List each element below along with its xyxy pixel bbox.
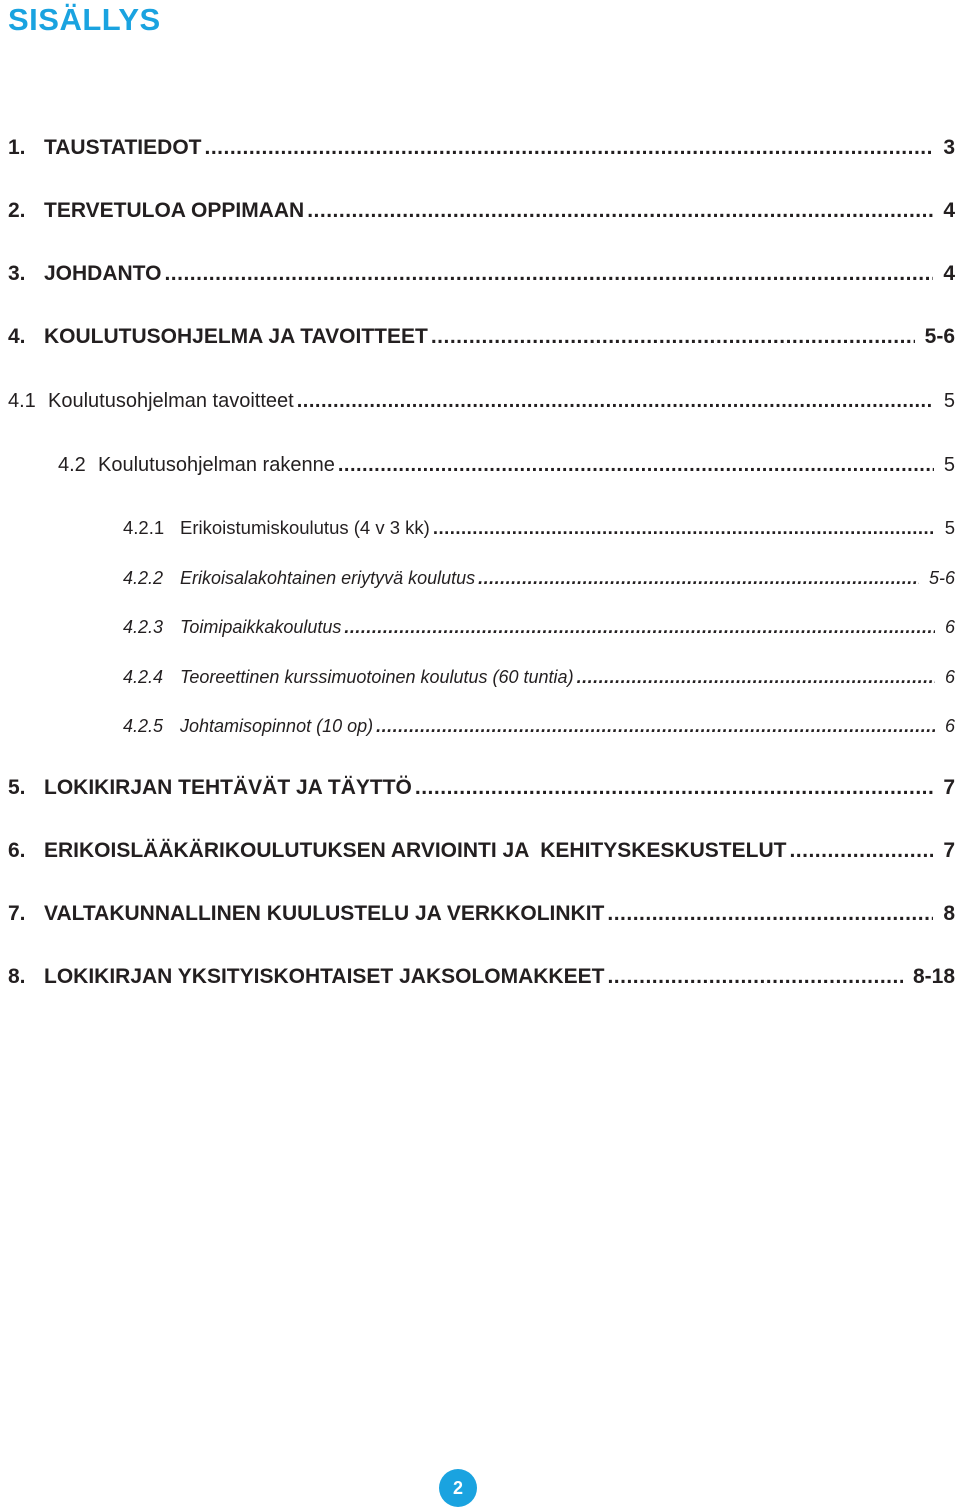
toc-entry-page: 8-18 xyxy=(912,965,955,988)
toc-leader-dots xyxy=(431,323,915,351)
toc-entry-page: 5-6 xyxy=(924,325,955,348)
toc-leader-dots xyxy=(433,514,935,542)
toc-entry-label: Johtamisopinnot (10 op) xyxy=(180,716,374,736)
toc-leader-dots xyxy=(344,613,935,641)
toc-entry xyxy=(8,260,955,288)
toc-entry-label: LOKIKIRJAN YKSITYISKOHTAISET JAKSOLOMAKKEET xyxy=(44,965,605,988)
toc-entry-number: 4.2.5 xyxy=(123,716,164,736)
toc-entry-number: 5. xyxy=(8,776,26,799)
toc-entry xyxy=(8,900,955,928)
toc-leader-dots xyxy=(415,774,933,802)
toc-entry-number: 4.2.3 xyxy=(123,617,164,637)
toc-entry xyxy=(8,197,955,225)
toc-entry-page: 5 xyxy=(944,517,955,538)
toc-entry-label: Toimipaikkakoulutus xyxy=(180,617,342,637)
toc-entry xyxy=(8,387,955,415)
toc-entry-label: VALTAKUNNALLINEN KUULUSTELU JA VERKKOLINKIT xyxy=(44,902,605,925)
toc-entry-label: JOHDANTO xyxy=(44,262,162,285)
page-number: 2 xyxy=(452,1477,463,1498)
toc-entry xyxy=(123,663,955,691)
toc-leader-dots xyxy=(307,197,933,225)
toc-leader-dots xyxy=(478,564,919,592)
toc-entry-number: 3. xyxy=(8,262,26,285)
toc-leader-dots xyxy=(789,837,933,865)
toc-entry-page: 3 xyxy=(943,136,955,159)
toc-entry-page: 6 xyxy=(944,667,955,687)
toc-entry-page: 6 xyxy=(944,716,955,736)
toc-entry-label: ERIKOISLÄÄKÄRIKOULUTUKSEN ARVIOINTI JA KEHITYSKESKUSTELUT xyxy=(44,839,787,862)
toc-leader-dots xyxy=(204,134,933,162)
toc-entry-label: Koulutusohjelman tavoitteet xyxy=(48,390,294,412)
toc-entry-label: LOKIKIRJAN TEHTÄVÄT JA TÄYTTÖ xyxy=(44,776,412,799)
toc-entry xyxy=(8,837,955,865)
toc-entry-label: TERVETULOA OPPIMAAN xyxy=(44,199,305,222)
toc-entry-label: Erikoistumiskoulutus (4 v 3 kk) xyxy=(180,517,430,538)
toc-entry-number: 4. xyxy=(8,325,26,348)
toc-entry-number: 1. xyxy=(8,136,26,159)
toc-leader-dots xyxy=(376,712,935,740)
toc-entry-page: 5 xyxy=(943,390,955,412)
toc-entry-number: 4.1 xyxy=(8,390,36,412)
toc-entry-page: 4 xyxy=(943,199,955,222)
toc-entry-number: 4.2.2 xyxy=(123,568,164,588)
toc-entry-page: 5-6 xyxy=(928,568,955,588)
toc-entry-page: 6 xyxy=(944,617,955,637)
toc-entry-page: 8 xyxy=(943,902,955,925)
page-title: SISÄLLYS xyxy=(8,2,161,37)
toc-entry-number: 4.2.4 xyxy=(123,667,164,687)
page-number-badge xyxy=(439,1469,477,1507)
toc-entry xyxy=(123,564,955,592)
toc-entry xyxy=(8,134,955,162)
toc-entry xyxy=(8,323,955,351)
toc-entry-number: 8. xyxy=(8,965,26,988)
toc-leader-dots xyxy=(338,451,934,479)
toc-entry xyxy=(8,963,955,991)
toc-entry-number: 6. xyxy=(8,839,26,862)
toc-entry-label: Koulutusohjelman rakenne xyxy=(98,454,335,476)
toc-entry-number: 2. xyxy=(8,199,26,222)
toc-entry-page: 5 xyxy=(943,454,955,476)
toc-leader-dots xyxy=(577,663,935,691)
toc-entry-label: KOULUTUSOHJELMA JA TAVOITTEET xyxy=(44,325,428,348)
toc-leader-dots xyxy=(164,260,933,288)
toc-entry-page: 4 xyxy=(943,262,955,285)
toc-entry xyxy=(123,613,955,641)
toc-entry-page: 7 xyxy=(943,839,955,862)
toc-leader-dots xyxy=(297,387,934,415)
toc-entry xyxy=(8,774,955,802)
toc-entry-number: 4.2 xyxy=(58,454,86,476)
toc-entry-number: 4.2.1 xyxy=(123,517,165,538)
toc-entry xyxy=(123,514,955,542)
toc-entry-page: 7 xyxy=(943,776,955,799)
toc-entry-number: 7. xyxy=(8,902,26,925)
toc-leader-dots xyxy=(607,900,933,928)
toc-entry-label: Erikoisalakohtainen eriytyvä koulutus xyxy=(180,568,476,588)
toc-entry-label: TAUSTATIEDOT xyxy=(44,136,202,159)
toc-entry xyxy=(123,712,955,740)
toc-entry-label: Teoreettinen kurssimuotoinen koulutus (60 tuntia) xyxy=(180,667,574,687)
toc-leader-dots xyxy=(607,963,903,991)
toc-entry xyxy=(58,451,955,479)
